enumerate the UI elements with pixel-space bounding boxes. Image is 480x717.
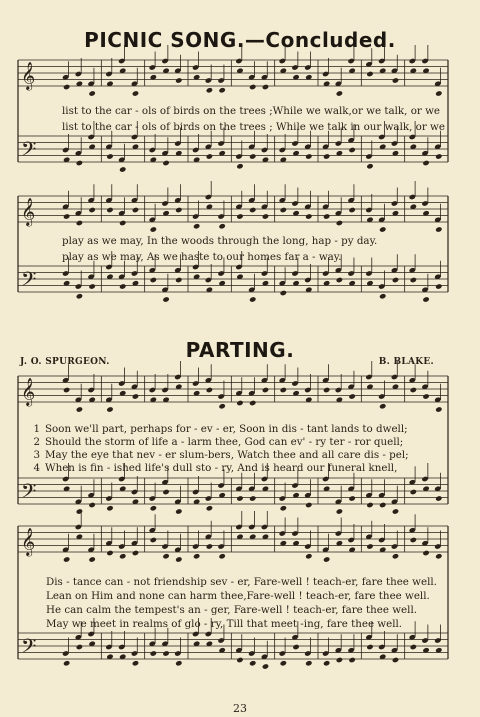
note-head: [348, 393, 355, 399]
note-head: [249, 84, 256, 90]
note-head: [175, 77, 182, 83]
verse-line: [30, 422, 460, 436]
note-head: [119, 166, 126, 172]
note-head: [63, 556, 70, 562]
note-head: [249, 495, 256, 501]
note-head: [63, 84, 70, 90]
note-head: [305, 153, 312, 159]
note-head: [218, 223, 225, 229]
note-head: [106, 550, 113, 556]
note-head: [132, 207, 139, 213]
note-head: [249, 400, 256, 406]
note-head: [336, 90, 343, 96]
note-head: [280, 387, 287, 393]
note-head: [236, 213, 243, 219]
note-head: [366, 71, 373, 77]
verse-text: Should the storm of life a - larm thee, God can ev' - ry ter - ror quell;: [45, 436, 404, 448]
clef-icon: 𝄢: [21, 634, 37, 663]
note-head: [132, 550, 139, 556]
note-head: [280, 207, 287, 213]
note-head: [336, 508, 343, 514]
note-head: [175, 508, 182, 514]
note-head: [88, 283, 95, 289]
note-head: [392, 508, 399, 514]
note-head: [348, 657, 355, 663]
note-head: [422, 296, 429, 302]
note-head: [323, 213, 330, 219]
note-head: [150, 277, 157, 283]
clef-icon: 𝄢: [21, 479, 37, 508]
note-head: [162, 489, 169, 495]
note-head: [76, 160, 83, 166]
note-head: [236, 495, 243, 501]
note-head: [348, 207, 355, 213]
note-head: [150, 226, 157, 232]
note-head: [162, 650, 169, 656]
note-head: [392, 77, 399, 83]
verse-line: [30, 448, 460, 462]
clef-icon: 𝄞: [21, 377, 36, 406]
note-head: [336, 220, 343, 226]
note-head: [106, 505, 113, 511]
clef-icon: 𝄢: [21, 137, 37, 166]
note-head: [236, 400, 243, 406]
note-head: [292, 644, 299, 650]
note-head: [249, 207, 256, 213]
lyric-line: play as we may, In the woods through the long, hap - py day.: [62, 235, 378, 247]
note-head: [392, 657, 399, 663]
lyric-line: list to the car - ols of birds on the trees ;While we walk,or we talk, or we: [62, 105, 441, 117]
note-head: [162, 160, 169, 166]
note-head: [392, 277, 399, 283]
clef-icon: 𝄞: [21, 527, 36, 556]
note-head: [76, 406, 83, 412]
note-head: [379, 502, 386, 508]
note-head: [206, 505, 213, 511]
verse-number: 3: [33, 449, 40, 461]
note-head: [323, 387, 330, 393]
page-number: 23: [233, 702, 247, 715]
note-head: [106, 153, 113, 159]
note-head: [305, 660, 312, 666]
note-head: [76, 220, 83, 226]
verse-number: 2: [33, 436, 40, 448]
note-head: [249, 296, 256, 302]
note-head: [119, 553, 126, 559]
note-head: [76, 644, 83, 650]
note-head: [410, 644, 417, 650]
note-head: [366, 163, 373, 169]
note-head: [392, 553, 399, 559]
verse-text: When is fin - ished life's dull sto - ry, And is heard our funeral knell,: [45, 462, 398, 474]
note-head: [175, 660, 182, 666]
note-head: [422, 160, 429, 166]
clef-icon: 𝄞: [21, 61, 36, 90]
lyricist-credit: J. O. SPURGEON.: [20, 357, 110, 367]
note-head: [435, 226, 442, 232]
verse-number: 4: [33, 462, 40, 474]
clef-icon: 𝄢: [21, 267, 37, 296]
note-head: [336, 657, 343, 663]
clef-icon: 𝄞: [21, 197, 36, 226]
note-head: [435, 283, 442, 289]
note-head: [236, 163, 243, 169]
note-head: [305, 502, 312, 508]
note-head: [280, 660, 287, 666]
verse-line: [30, 461, 460, 475]
verse-number: 1: [33, 423, 40, 435]
note-head: [193, 553, 200, 559]
lyric-line: May we meet in realms of glo - ry, Till that meet -ing, fare thee well.: [46, 618, 403, 630]
note-head: [88, 90, 95, 96]
note-head: [132, 90, 139, 96]
note-head: [63, 660, 70, 666]
note-head: [379, 293, 386, 299]
note-head: [132, 660, 139, 666]
note-head: [175, 207, 182, 213]
note-head: [76, 508, 83, 514]
note-head: [348, 147, 355, 153]
note-head: [132, 393, 139, 399]
note-head: [435, 153, 442, 159]
note-head: [366, 543, 373, 549]
note-head: [379, 403, 386, 409]
note-head: [249, 153, 256, 159]
note-head: [88, 502, 95, 508]
note-head: [206, 387, 213, 393]
note-head: [106, 207, 113, 213]
lyric-line: play as we may, As we haste to our homes far a - way.: [62, 251, 342, 263]
note-head: [336, 277, 343, 283]
note-head: [63, 387, 70, 393]
note-head: [76, 293, 83, 299]
note-head: [262, 663, 269, 669]
note-head: [348, 495, 355, 501]
picnic-song-title: PICNIC SONG.—Concluded.: [84, 28, 396, 52]
note-head: [175, 277, 182, 283]
composer-credit: B. BLAKE.: [378, 357, 434, 367]
note-head: [206, 153, 213, 159]
note-head: [150, 505, 157, 511]
note-head: [218, 553, 225, 559]
note-head: [305, 553, 312, 559]
note-head: [162, 553, 169, 559]
note-head: [119, 220, 126, 226]
note-head: [262, 213, 269, 219]
lyric-line: He can calm the tempest's an - ger, Fare-well ! teach-er, fare thee well.: [46, 604, 418, 616]
note-head: [435, 406, 442, 412]
note-head: [218, 403, 225, 409]
note-head: [422, 550, 429, 556]
note-head: [435, 495, 442, 501]
note-head: [193, 223, 200, 229]
note-head: [379, 226, 386, 232]
note-head: [175, 556, 182, 562]
note-head: [162, 296, 169, 302]
lyric-line: Lean on Him and none can harm thee,Fare-well ! teach-er, fare thee well.: [46, 590, 430, 602]
parting-title: PARTING.: [185, 338, 295, 362]
note-head: [422, 393, 429, 399]
note-head: [410, 489, 417, 495]
note-head: [323, 660, 330, 666]
note-head: [88, 207, 95, 213]
note-head: [280, 290, 287, 296]
verse-text: May the eye that nev - er slum-bers, Watch thee and all care dis - pel;: [45, 449, 409, 461]
note-head: [305, 213, 312, 219]
note-head: [150, 537, 157, 543]
note-head: [435, 90, 442, 96]
note-head: [206, 87, 213, 93]
note-head: [410, 277, 417, 283]
note-head: [150, 650, 157, 656]
note-head: [410, 387, 417, 393]
note-head: [119, 283, 126, 289]
note-head: [236, 657, 243, 663]
verse-text: Soon we'll part, perhaps for - ev - er, Soon in dis - tant lands to dwell;: [45, 423, 408, 435]
note-head: [366, 644, 373, 650]
note-head: [218, 87, 225, 93]
verse-line: [30, 435, 460, 449]
note-head: [262, 84, 269, 90]
note-head: [323, 556, 330, 562]
note-head: [262, 387, 269, 393]
note-head: [249, 660, 256, 666]
note-head: [63, 213, 70, 219]
note-head: [366, 502, 373, 508]
note-head: [280, 505, 287, 511]
note-head: [88, 556, 95, 562]
note-head: [435, 553, 442, 559]
note-head: [206, 543, 213, 549]
lyric-line: Dis - tance can - not friendship sev - er, Fare-well ! teach-er, fare thee well.: [46, 576, 437, 588]
lyric-line: list to the car - ols of birds on the trees ; While we talk in our walk, or we: [62, 121, 445, 133]
note-head: [323, 153, 330, 159]
note-head: [410, 537, 417, 543]
note-head: [106, 406, 113, 412]
